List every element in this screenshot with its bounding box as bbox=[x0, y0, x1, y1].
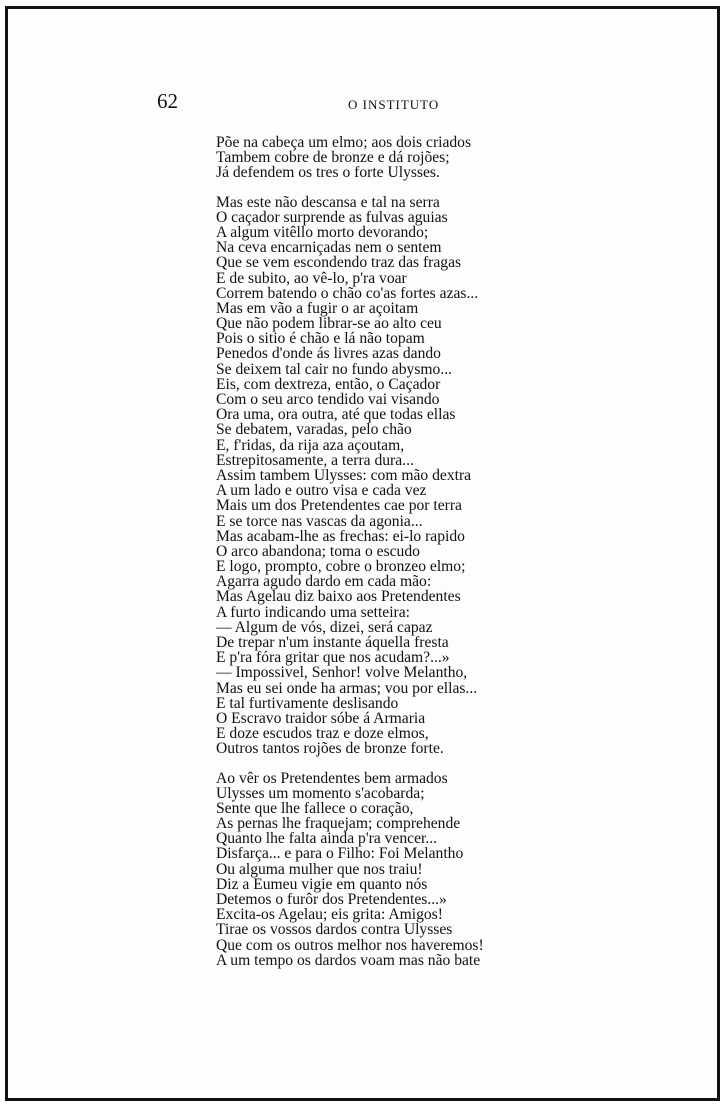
stanza bbox=[216, 135, 484, 181]
verse-line: Já defendem os tres o forte Ulysses. bbox=[216, 164, 440, 182]
verse-line: Que não podem librar-se ao alto ceu bbox=[216, 315, 442, 333]
verse-line: Sente que lhe fallece o coração, bbox=[216, 799, 414, 817]
verse-line: Estrepitosamente, a terra dura... bbox=[216, 451, 414, 469]
verse-line: Ou alguma mulher que nos traiu! bbox=[216, 860, 423, 878]
verse-line: E, f'ridas, da rija aza açoutam, bbox=[216, 436, 405, 454]
verse-line: Na ceva encarniçadas nem o sentem bbox=[216, 239, 442, 257]
verse-line: A furto indicando uma setteira: bbox=[216, 603, 411, 621]
verse-line: E p'ra fóra gritar que nos acudam?...» bbox=[216, 649, 450, 667]
verse-line: Tambem cobre de bronze e dá rojões; bbox=[216, 149, 450, 167]
verse-line: A um lado e outro visa e cada vez bbox=[216, 482, 427, 500]
page-number: 62 bbox=[157, 89, 178, 113]
verse-line: Que se vem escondendo traz das fragas bbox=[216, 254, 462, 272]
verse-line: O arco abandona; toma o escudo bbox=[216, 542, 420, 560]
verse-line: E logo, prompto, cobre o bronzeo elmo; bbox=[216, 558, 466, 576]
verse-line: Detemos o furôr dos Pretendentes...» bbox=[216, 891, 447, 908]
verse-line: Mas em vão a fugir o ar açoitam bbox=[216, 299, 419, 317]
verse-line: A um tempo os dardos voam mas não bate bbox=[216, 951, 481, 969]
verse-line: O caçador surprende as fulvas aguias bbox=[216, 208, 448, 226]
verse-line: Com o seu arco tendido vai visando bbox=[216, 391, 440, 408]
verse-line: Que com os outros melhor nos haveremos! bbox=[216, 936, 484, 954]
verse-line: Mais um dos Pretendentes cae por terra bbox=[216, 497, 462, 515]
verse-line: De trepar n'um instante áquella fresta bbox=[216, 634, 449, 651]
verse-line: Se debatem, varadas, pelo chão bbox=[216, 421, 412, 439]
verse-line: Ao vêr os Pretendentes bem armados bbox=[216, 769, 448, 787]
verse-line: — Impossivel, Senhor! volve Melantho, bbox=[216, 664, 468, 682]
verse-line: E de subito, ao vê-lo, p'ra voar bbox=[216, 269, 407, 287]
verse-line: Penedos d'onde ás livres azas dando bbox=[216, 345, 441, 363]
verse-line: Tirae os vossos dardos contra Ulysses bbox=[216, 921, 453, 939]
verse-line: — Algum de vós, dizei, será capaz bbox=[216, 618, 433, 636]
verse-line: Diz a Eumeu vigie em quanto nós bbox=[216, 875, 428, 893]
verse-line: A algum vitêllo morto devorando; bbox=[216, 223, 429, 241]
verse-line: Excita-os Agelau; eis grita: Amigos! bbox=[216, 906, 443, 924]
verse-line: Assim tambem Ulysses: com mão dextra bbox=[216, 466, 472, 484]
verse-line: Mas eu sei onde ha armas; vou por ellas... bbox=[216, 679, 478, 697]
verse-line: Agarra agudo dardo em cada mão: bbox=[216, 573, 432, 591]
verse-line: E doze escudos traz e doze elmos, bbox=[216, 725, 429, 743]
book-page bbox=[5, 6, 720, 1101]
verse-line: E tal furtivamente deslisando bbox=[216, 694, 399, 712]
verse-line: Mas Agelau diz baixo aos Pretendentes bbox=[216, 588, 461, 606]
verse-line: Quanto lhe falta ainda p'ra vencer... bbox=[216, 830, 438, 848]
running-title: O INSTITUTO bbox=[348, 97, 440, 112]
verse-line: Disfarça... e para o Filho: Foi Melantho bbox=[216, 845, 464, 863]
stanza bbox=[216, 195, 484, 757]
verse-line: Põe na cabeça um elmo; aos dois criados bbox=[216, 134, 472, 151]
verse-line: Ulysses um momento s'acobarda; bbox=[216, 784, 425, 802]
verse-line: As pernas lhe fraquejam; comprehende bbox=[216, 815, 461, 833]
verse-line: Correm batendo o chão co'as fortes azas... bbox=[216, 284, 479, 302]
verse-line: Mas acabam-lhe as frechas: ei-lo rapido bbox=[216, 527, 465, 545]
poem-body bbox=[216, 135, 484, 968]
verse-line: Eis, com dextreza, então, o Caçador bbox=[216, 375, 441, 393]
verse-line: O Escravo traidor sóbe á Armaria bbox=[216, 709, 426, 727]
verse-line: Ora uma, ora outra, até que todas ellas bbox=[216, 406, 456, 424]
verse-line: Pois o sitio é chão e lá não topam bbox=[216, 330, 425, 348]
verse-line: E se torce nas vascas da agonia... bbox=[216, 512, 423, 530]
verse-line: Se deixem tal cair no fundo abysmo... bbox=[216, 360, 453, 378]
stanza bbox=[216, 771, 484, 968]
verse-line: Outros tantos rojões de bronze forte. bbox=[216, 740, 444, 758]
verse-line: Mas este não descansa e tal na serra bbox=[216, 193, 440, 211]
